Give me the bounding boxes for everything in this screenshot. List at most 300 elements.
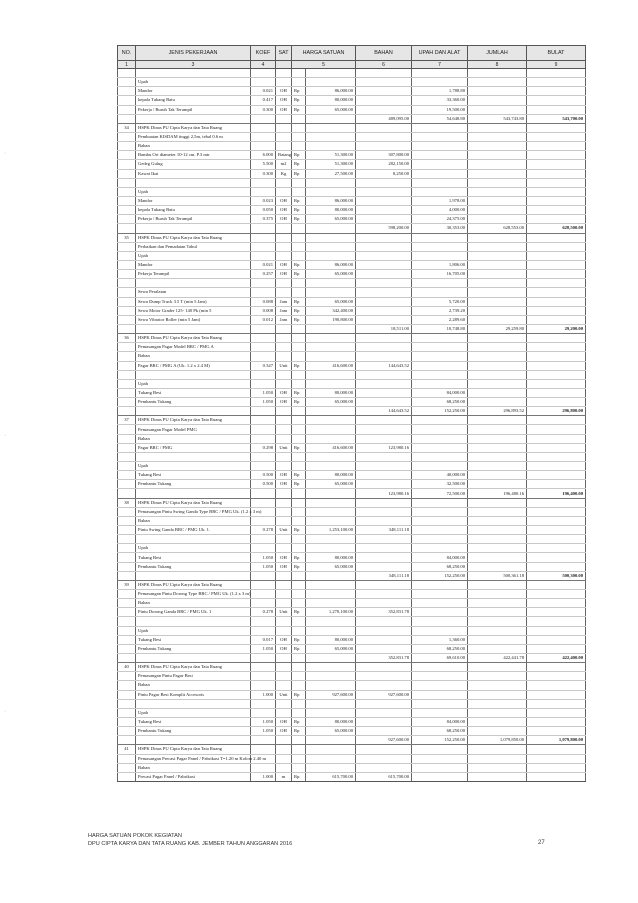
table-row (118, 663, 586, 672)
job-description-cell: Mandor (136, 87, 251, 96)
rounded-amount-cell (527, 690, 586, 699)
total-amount-cell (468, 425, 527, 434)
row-number-cell (118, 169, 136, 178)
total-amount-cell (468, 544, 527, 553)
unit-cell (276, 288, 292, 297)
unit-price-cell: 80,000.00 (306, 388, 356, 397)
table-row (118, 544, 586, 553)
coefficient-cell (251, 251, 276, 260)
unit-cell: OH (276, 215, 292, 224)
table-row (118, 123, 586, 132)
row-number-cell (118, 361, 136, 370)
material-cost-cell (356, 315, 412, 324)
material-cost-cell: 348,111.18 (356, 571, 412, 580)
unit-cell: Unit (276, 690, 292, 699)
coefficient-cell: 1.050 (251, 398, 276, 407)
unit-cell (276, 242, 292, 251)
row-number-cell (118, 388, 136, 397)
labor-cost-cell (412, 251, 468, 260)
coefficient-cell (251, 544, 276, 553)
currency-cell (292, 571, 306, 580)
row-number-cell (118, 160, 136, 169)
job-description-cell: HSPK Dinas PU Cipta Karya dan Tata Ruang (136, 233, 251, 242)
currency-cell (292, 617, 306, 626)
job-description-cell (136, 224, 251, 233)
header-no: NO. (118, 46, 136, 61)
unit-price-cell: 51,300.00 (306, 151, 356, 160)
material-cost-cell (356, 297, 412, 306)
unit-price-cell (306, 745, 356, 754)
table-row (118, 96, 586, 105)
unit-cell: OH (276, 717, 292, 726)
job-description-cell: Bahan (136, 599, 251, 608)
coefficient-cell (251, 69, 276, 78)
total-amount-cell (468, 699, 527, 708)
unit-price-cell: 342,400.00 (306, 306, 356, 315)
rounded-amount-cell (527, 315, 586, 324)
coefficient-cell (251, 672, 276, 681)
labor-cost-cell (412, 608, 468, 617)
header-koef: KOEF (251, 46, 276, 61)
labor-cost-cell: 68,250.00 (412, 644, 468, 653)
total-amount-cell (468, 169, 527, 178)
total-amount-cell (468, 233, 527, 242)
coefficient-cell (251, 626, 276, 635)
material-cost-cell: 123,980.16 (356, 443, 412, 452)
unit-price-cell: 65,000.00 (306, 297, 356, 306)
currency-cell: Rp (292, 644, 306, 653)
currency-cell (292, 178, 306, 187)
unit-price-cell: 1,253,100.00 (306, 526, 356, 535)
unit-price-cell (306, 498, 356, 507)
total-amount-cell (468, 87, 527, 96)
table-row (118, 206, 586, 215)
currency-cell (292, 516, 306, 525)
currency-cell (292, 370, 306, 379)
total-amount-cell (468, 78, 527, 87)
rounded-amount-cell: 543,700.00 (527, 114, 586, 123)
row-number-cell (118, 471, 136, 480)
total-amount-cell (468, 681, 527, 690)
table-row (118, 334, 586, 343)
total-amount-cell (468, 196, 527, 205)
rounded-amount-cell (527, 87, 586, 96)
currency-cell (292, 544, 306, 553)
job-description-cell: Tukang Besi (136, 553, 251, 562)
labor-cost-cell (412, 626, 468, 635)
total-amount-cell: 1,079,850.00 (468, 736, 527, 745)
unit-cell (276, 571, 292, 580)
material-cost-cell (356, 142, 412, 151)
job-description-cell: Pagar BRC / PMG (136, 443, 251, 452)
labor-cost-cell (412, 672, 468, 681)
rounded-amount-cell (527, 425, 586, 434)
rounded-amount-cell (527, 772, 586, 781)
job-description-cell: Pekerja / Buruh Tak Terampil (136, 105, 251, 114)
table-row (118, 443, 586, 452)
currency-cell: Rp (292, 297, 306, 306)
labor-cost-cell (412, 416, 468, 425)
row-number-cell (118, 206, 136, 215)
labor-cost-cell: 24,375.00 (412, 215, 468, 224)
labor-cost-cell: 4,000.00 (412, 206, 468, 215)
job-description-cell: Bahan (136, 142, 251, 151)
coefficient-cell: 0.417 (251, 96, 276, 105)
labor-cost-cell: 68,250.00 (412, 727, 468, 736)
unit-cell: OH (276, 635, 292, 644)
labor-cost-cell (412, 151, 468, 160)
header-index-1: 1 (118, 61, 136, 69)
unit-cell: OH (276, 96, 292, 105)
total-amount-cell (468, 187, 527, 196)
rounded-amount-cell (527, 398, 586, 407)
job-description-cell: Kawat Ikat (136, 169, 251, 178)
material-cost-cell (356, 672, 412, 681)
coefficient-cell (251, 654, 276, 663)
table-row (118, 187, 586, 196)
table-row (118, 507, 586, 516)
currency-cell (292, 462, 306, 471)
labor-cost-cell: 2,739.20 (412, 306, 468, 315)
labor-cost-cell (412, 425, 468, 434)
unit-cell: OH (276, 480, 292, 489)
labor-cost-cell: 1,806.00 (412, 260, 468, 269)
currency-cell (292, 78, 306, 87)
total-amount-cell (468, 206, 527, 215)
footer-subtitle: DPU CIPTA KARYA DAN TATA RUANG KAB. JEMBER TAHUN ANGGARAN 2016 (88, 841, 293, 847)
unit-price-cell: 65,000.00 (306, 644, 356, 653)
currency-cell (292, 699, 306, 708)
coefficient-cell: 0.012 (251, 315, 276, 324)
row-number-cell (118, 407, 136, 416)
job-description-cell: Pembantu Tukang (136, 562, 251, 571)
total-amount-cell (468, 132, 527, 141)
coefficient-cell: 1.050 (251, 644, 276, 653)
rounded-amount-cell (527, 370, 586, 379)
table-row (118, 498, 586, 507)
unit-price-cell: 80,000.00 (306, 635, 356, 644)
row-number-cell (118, 114, 136, 123)
material-cost-cell: 123,980.16 (356, 489, 412, 498)
header-jumlah: JUMLAH (468, 46, 527, 61)
rounded-amount-cell (527, 617, 586, 626)
labor-cost-cell (412, 535, 468, 544)
rounded-amount-cell (527, 160, 586, 169)
row-number-cell (118, 251, 136, 260)
coefficient-cell: 1.050 (251, 553, 276, 562)
coefficient-cell (251, 699, 276, 708)
job-description-cell: Bahan (136, 681, 251, 690)
table-row (118, 745, 586, 754)
unit-price-cell (306, 379, 356, 388)
row-number-cell (118, 544, 136, 553)
job-description-cell: Sewa Dump Truck 3.5 T (min 5 Jam) (136, 297, 251, 306)
table-row (118, 288, 586, 297)
currency-cell: Rp (292, 553, 306, 562)
total-amount-cell (468, 562, 527, 571)
unit-cell (276, 251, 292, 260)
labor-cost-cell (412, 178, 468, 187)
row-number-cell (118, 260, 136, 269)
currency-cell: Rp (292, 717, 306, 726)
job-description-cell (136, 617, 251, 626)
currency-cell: Rp (292, 270, 306, 279)
rounded-amount-cell (527, 379, 586, 388)
table-row (118, 379, 586, 388)
unit-cell (276, 544, 292, 553)
currency-cell: Rp (292, 206, 306, 215)
labor-cost-cell (412, 187, 468, 196)
coefficient-cell (251, 142, 276, 151)
material-cost-cell (356, 580, 412, 589)
unit-price-cell: 927,600.00 (306, 690, 356, 699)
unit-cell (276, 324, 292, 333)
labor-cost-cell (412, 233, 468, 242)
rounded-amount-cell (527, 343, 586, 352)
unit-cell: Kg (276, 169, 292, 178)
rounded-amount-cell (527, 306, 586, 315)
coefficient-cell: 1.050 (251, 388, 276, 397)
labor-cost-cell: 19,500.00 (412, 105, 468, 114)
rounded-amount-cell (527, 553, 586, 562)
unit-cell (276, 535, 292, 544)
unit-price-cell: 65,000.00 (306, 105, 356, 114)
coefficient-cell (251, 334, 276, 343)
rounded-amount-cell (527, 681, 586, 690)
table-row (118, 251, 586, 260)
currency-cell (292, 123, 306, 132)
rounded-amount-cell: 29,200.00 (527, 324, 586, 333)
job-description-cell: Sewa Peralatan (136, 288, 251, 297)
labor-cost-cell: 68,250.00 (412, 562, 468, 571)
labor-cost-cell (412, 708, 468, 717)
total-amount-cell (468, 96, 527, 105)
coefficient-cell (251, 379, 276, 388)
coefficient-cell (251, 114, 276, 123)
currency-cell: Rp (292, 87, 306, 96)
currency-cell: Rp (292, 480, 306, 489)
row-number-cell (118, 654, 136, 663)
unit-cell: Jam (276, 306, 292, 315)
labor-cost-cell (412, 242, 468, 251)
coefficient-cell (251, 663, 276, 672)
rounded-amount-cell (527, 526, 586, 535)
job-description-cell (136, 178, 251, 187)
material-cost-cell (356, 96, 412, 105)
job-description-cell: Pembantu Tukang (136, 480, 251, 489)
subtotal-row (118, 571, 586, 580)
rounded-amount-cell (527, 288, 586, 297)
table-header (118, 46, 586, 69)
material-cost-cell (356, 388, 412, 397)
currency-cell (292, 343, 306, 352)
job-description-cell (136, 324, 251, 333)
job-description-cell: Pembantu Tukang (136, 398, 251, 407)
unit-cell: m2 (276, 160, 292, 169)
total-amount-cell (468, 471, 527, 480)
unit-cell (276, 507, 292, 516)
total-amount-cell (468, 507, 527, 516)
coefficient-cell: 1.000 (251, 690, 276, 699)
table-row (118, 599, 586, 608)
unit-cell (276, 452, 292, 461)
material-cost-cell (356, 343, 412, 352)
row-number-cell (118, 516, 136, 525)
labor-cost-cell (412, 379, 468, 388)
table-row (118, 233, 586, 242)
unit-price-cell: 65,000.00 (306, 480, 356, 489)
total-amount-cell (468, 416, 527, 425)
unit-cell (276, 379, 292, 388)
unit-cell: Unit (276, 608, 292, 617)
unit-cell: Jam (276, 315, 292, 324)
material-cost-cell (356, 590, 412, 599)
table-row (118, 727, 586, 736)
labor-cost-cell (412, 681, 468, 690)
material-cost-cell: 18,511.00 (356, 324, 412, 333)
unit-cell (276, 663, 292, 672)
table-row (118, 242, 586, 251)
rounded-amount-cell (527, 434, 586, 443)
total-amount-cell (468, 763, 527, 772)
unit-price-cell (306, 242, 356, 251)
total-amount-cell (468, 361, 527, 370)
table-row (118, 535, 586, 544)
material-cost-cell (356, 717, 412, 726)
unit-price-cell (306, 590, 356, 599)
job-description-cell: Pemasangan Pintu Pagar Besi (136, 672, 251, 681)
material-cost-cell (356, 123, 412, 132)
unit-cell: OH (276, 471, 292, 480)
coefficient-cell: 0.375 (251, 215, 276, 224)
rounded-amount-cell (527, 69, 586, 78)
rounded-amount-cell: 296,800.00 (527, 407, 586, 416)
job-description-cell (136, 699, 251, 708)
material-cost-cell (356, 187, 412, 196)
coefficient-cell (251, 233, 276, 242)
unit-price-cell (306, 114, 356, 123)
currency-cell: Rp (292, 398, 306, 407)
material-cost-cell: 615,700.00 (356, 772, 412, 781)
job-description-cell: HSPK Dinas PU Cipta Karya dan Tata Ruang (136, 580, 251, 589)
unit-price-cell (306, 224, 356, 233)
row-number-cell (118, 452, 136, 461)
coefficient-cell: 6.000 (251, 151, 276, 160)
rounded-amount-cell: 196,400.00 (527, 489, 586, 498)
total-amount-cell (468, 160, 527, 169)
header-index-5: 5 (292, 61, 356, 69)
labor-cost-cell (412, 352, 468, 361)
total-amount-cell (468, 663, 527, 672)
total-amount-cell (468, 626, 527, 635)
currency-cell (292, 745, 306, 754)
rounded-amount-cell (527, 416, 586, 425)
subtotal-row (118, 224, 586, 233)
total-amount-cell (468, 151, 527, 160)
coefficient-cell (251, 599, 276, 608)
job-description-cell: Pemasangan Pintu Swing Ganda Type BRC / PMG Uk. (1.2 x 3 m) (136, 507, 251, 516)
labor-cost-cell: 5,720.00 (412, 297, 468, 306)
labor-cost-cell: 1,788.80 (412, 87, 468, 96)
table-row (118, 306, 586, 315)
labor-cost-cell (412, 169, 468, 178)
unit-cell (276, 178, 292, 187)
coefficient-cell (251, 324, 276, 333)
rounded-amount-cell (527, 516, 586, 525)
header-index-3: 3 (136, 61, 251, 69)
material-cost-cell (356, 352, 412, 361)
unit-cell: Unit (276, 443, 292, 452)
total-amount-cell: 29,259.80 (468, 324, 527, 333)
currency-cell: Rp (292, 635, 306, 644)
unit-cell: Unit (276, 361, 292, 370)
table-row (118, 708, 586, 717)
table-row (118, 388, 586, 397)
material-cost-cell (356, 544, 412, 553)
subtotal-row (118, 736, 586, 745)
job-description-cell: Pembuatan KISDAM tinggi 2,5m, tebal 0.6 m (136, 132, 251, 141)
coefficient-cell (251, 279, 276, 288)
job-description-cell (136, 370, 251, 379)
total-amount-cell (468, 535, 527, 544)
rounded-amount-cell (527, 498, 586, 507)
unit-cell (276, 672, 292, 681)
unit-price-cell (306, 736, 356, 745)
table-row (118, 580, 586, 589)
total-amount-cell: 296,893.52 (468, 407, 527, 416)
currency-cell (292, 142, 306, 151)
table-row (118, 169, 586, 178)
currency-cell: Rp (292, 608, 306, 617)
job-description-cell (136, 69, 251, 78)
unit-price-cell: 80,000.00 (306, 717, 356, 726)
coefficient-cell (251, 123, 276, 132)
labor-cost-cell: 32,500.00 (412, 480, 468, 489)
rounded-amount-cell (527, 580, 586, 589)
job-description-cell: Pagar BRC / PMG A (Uk. 1.2 x 2.4 M) (136, 361, 251, 370)
currency-cell (292, 452, 306, 461)
currency-cell (292, 535, 306, 544)
job-description-cell: Pembantu Tukang (136, 644, 251, 653)
rounded-amount-cell (527, 206, 586, 215)
rounded-amount-cell (527, 142, 586, 151)
unit-price-cell: 615,700.00 (306, 772, 356, 781)
coefficient-cell (251, 617, 276, 626)
unit-price-cell (306, 334, 356, 343)
unit-cell (276, 132, 292, 141)
currency-cell (292, 708, 306, 717)
row-number-cell (118, 196, 136, 205)
header-jenis-pekerjaan: JENIS PEKERJAAN (136, 46, 251, 61)
material-cost-cell (356, 270, 412, 279)
total-amount-cell: 196,480.16 (468, 489, 527, 498)
row-number-cell (118, 142, 136, 151)
rounded-amount-cell (527, 297, 586, 306)
table-row (118, 590, 586, 599)
table-row (118, 772, 586, 781)
row-number-cell (118, 178, 136, 187)
material-cost-cell (356, 306, 412, 315)
row-number-cell (118, 526, 136, 535)
material-cost-cell: 489,095.00 (356, 114, 412, 123)
labor-cost-cell (412, 663, 468, 672)
rounded-amount-cell (527, 352, 586, 361)
unit-price-cell (306, 279, 356, 288)
unit-cell (276, 224, 292, 233)
row-number-cell (118, 699, 136, 708)
labor-cost-cell (412, 498, 468, 507)
job-description-cell (136, 279, 251, 288)
